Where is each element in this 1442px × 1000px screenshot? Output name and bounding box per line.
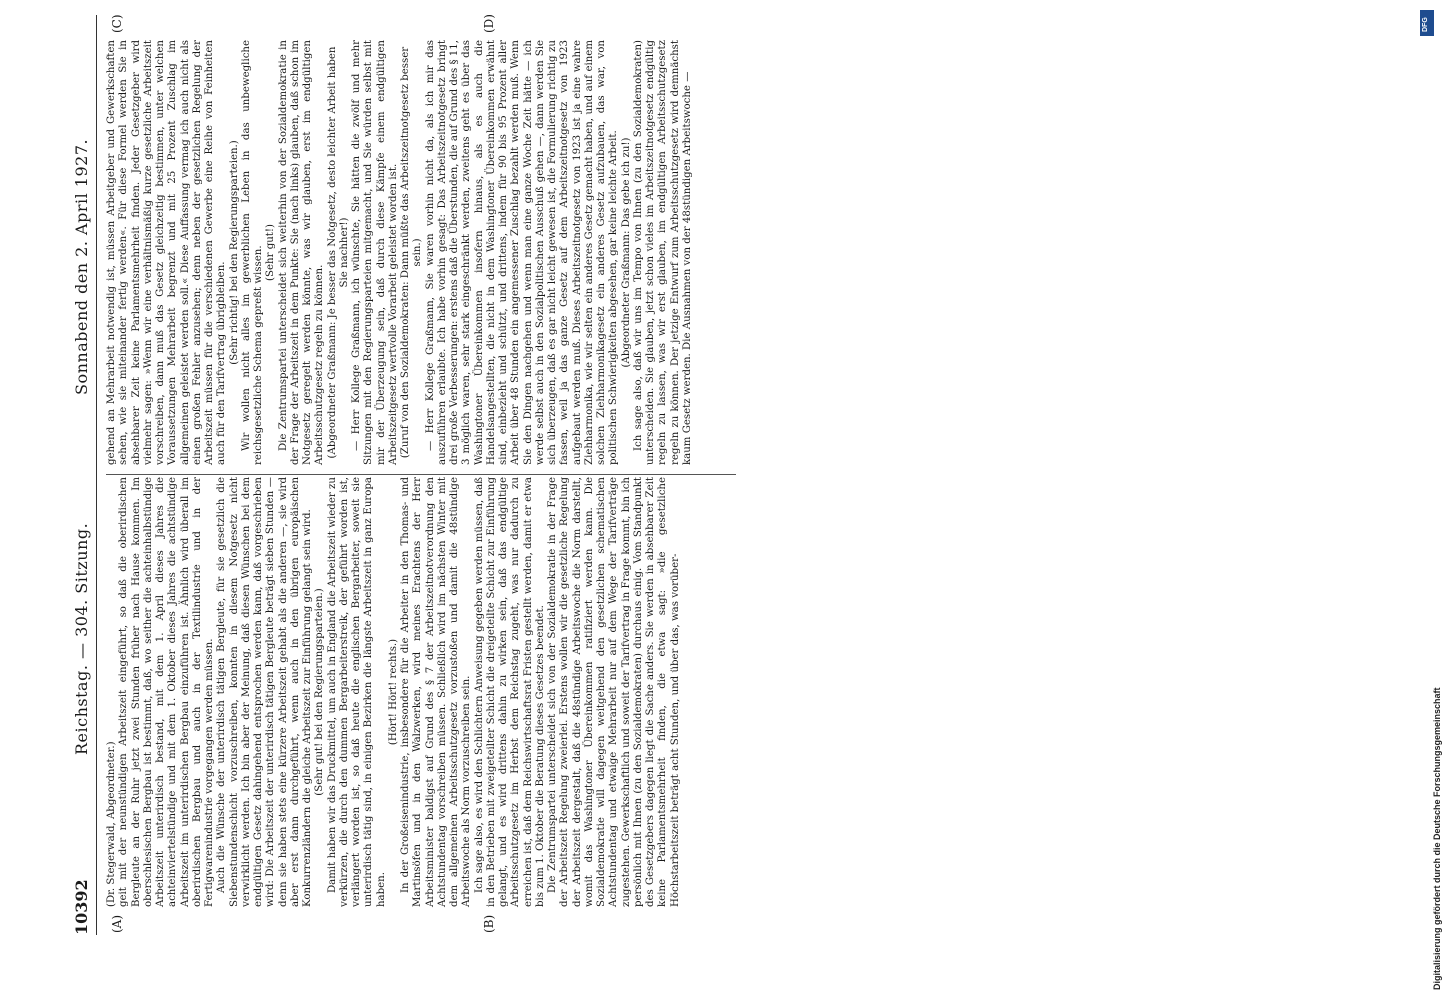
interjection: (Sehr gut!) [265,224,277,281]
margin-mark-c: (C) [110,14,124,33]
interjection: (Sehr richtig! bei den Regierungsparteien.) [228,140,240,365]
paragraph: Die Zentrumspartei unterscheidet sich von der Sozialdemokratie in der Frage der Arbeitszeit Regelung zweierlei. Erstens wollen wir die gesetzliche Regelung der Arbeitszeit dergestalt, daß die 48stündige Arbeitswoche die Norm darstellt, womit das Washingtoner Übereinkommen ratifiziert werden kann. Die Sozialdemokratie will dagegen weitgehend den gesetzlichen schematischen Achtstundentag und etwaige Mehrarbeit nur auf dem Wege der Tarifverträge zugestehen. Gewerkschaftlich und soweit der Tarifvertrag in Frage kommt, bin ich persönlich mit Ihnen (zu den Sozialdemokraten) durchaus einig. Vom Standpunkt des Gesetzgebers dagegen liegt die Sache anders. Sie werden in absehbarer Zeit keine Parlamentsmehrheit finden, die etwa sagt: »die gesetzliche Höchstarbeitszeit beträgt acht Stunden, und über das, was vorüber- [547,477,681,907]
paragraph: Die Zentrumspartei unterscheidet sich weiterhin von der Sozialdemokratie in der Frage der Arbeitszeit in dem Punkte: Sie (nach links) glauben, daß schon im Notgesetz geregelt werden könnte, was wir glauben, erst im endgültigen Arbeitsschutzgesetz regeln zu können. [277,40,326,465]
interjection: (Abgeordneter Graßmann: Je besser das Notgesetz, desto leichter Arbeit haben Sie nachher!) [326,46,350,459]
interjection: (Abgeordneter Graßmann: Das gebe ich zu!) [620,137,632,368]
paragraph: In der Großeisenindustrie, insbesondere für die Arbeiter in den Thomas- und Martinsöfen und in den Walzwerken, wird meines Erachtens der Herr Arbeitsminister baldigst auf Grund des § 7 der Arbeitszeitnotverordnung den Achtstundentag vorschreiben müssen. Schließlich wird im nächsten Winter mit dem allgemeinen Arbeitsschutzgesetz vorzustoßen und damit die 48stündige Arbeitswoche als Norm vorzuschreiben sein. [400,477,473,907]
margin-mark-b: (B) [482,914,496,933]
dfg-logo: DFG [1420,10,1434,36]
paragraph: gehend an Mehrarbeit notwendig ist, müssen Arbeitgeber und Gewerkschaften sehen, wie sie miteinander fertig werden«. Für diese Formel werden Sie in absehbarer Zeit keine Parlamentsmehrheit finden. Jeder Gesetzgeber wird vielmehr sagen: »Wenn wir eine verhältnismäßig kurze gesetzliche Arbeitszeit vorschreiben, dann muß das Gesetz gleichzeitig bestimmen, unter welchen Voraussetzungen Mehrarbeit begrenzt und mit 25 Prozent Zuschlag im allgemeinen geleistet werden soll.« Diese Auffassung vermag ich auch nicht als einen großen Fehler anzusehen; denn neben der gesetzlichen Regelung der Arbeitszeit müssen für die verschiedenen Gewerbe eine Reihe von Feinheiten auch für den Tarifvertrag übrigbleiben. [106,40,228,465]
session-date: Sonnabend den 2. April 1927. [72,138,91,395]
paragraph: Auch die Wünsche der unterirdisch tätigen Bergleute, für sie gesetzlich die Siebenstundenschicht vorzuschreiben, konnten in diesem Notgesetz nicht verwirklicht werden. Ich bin aber der Meinung, daß diesen Wünschen bei dem endgültigen Gesetz dahingehend entsprochen werden kann, daß vorgeschrieben wird: Die Arbeitszeit der unterirdisch tätigen Bergleute beträgt sieben Stunden — denn sie haben stets eine kürzere Arbeitszeit gehabt als die anderen —, sie wird aber erst dann durchgeführt, wenn auch in den übrigen europäischen Konkurrenzländern die gleiche Arbeitszeit zur Einführung gelangt sein wird. [216,477,313,907]
header-rule [96,15,97,935]
page-header [62,15,98,935]
margin-mark-d: (D) [482,14,496,33]
speaker-line: (Dr. Stegerwald, Abgeordneter.) [106,741,117,907]
interjection: (Zuruf von den Sozialdemokraten: Dann müßte das Arbeitszeitnotgesetz besser sein.) [400,46,424,459]
paragraph: — Herr Kollege Graßmann, ich wünschte, Sie hätten die zwölf und mehr Sitzungen mit den Regierungsparteien mitgemacht, und Sie würden selbst mit mir der Überzeugung sein, daß durch diese Kämpfe einem endgültigen Arbeitszeitgesetz wertvolle Vorarbeit geleistet worden ist. [351,40,399,465]
paragraph: geit mit der neunstündigen Arbeitszeit eingeführt, so daß die oberirdischen Bergleute an der Ruhr jetzt zwei Stunden früher nach Hause kommen. Im oberschlesischen Bergbau ist bestimmt, daß, wo seither die achteinhalbstündige Arbeitszeit unterirdisch bestand, mit dem 1. April dieses Jahres die achteinviertelstündige und mit dem 1. Oktober dieses Jahres die achtstündige Arbeitszeit im unterirdischen Bergbau einzuführen ist. Ähnlich wird überall im oberirdischen Bergbau und auch in der Textilindustrie und in der Fertigwarenindustrie vorgegangen werden müssen. [118,477,215,907]
session-title: Reichstag. — 304. Sitzung. [72,522,91,755]
digitization-credit: Digitalisierung gefördert durch die Deutsche Forschungsgemeinschaft [1432,687,1442,990]
paragraph: Ich sage also, es wird den Schlichtern Anweisung gegeben werden müssen, daß in den Betrieben mit zweigeteilter Schicht die dreigeteilte Schicht zur Einführung gelangt, und es wird drittens dahin zu wirken sein, daß das endgültige Arbeitsschutzgesetz im Herbst dem Reichstag zugeht, was nur dadurch zu erreichen ist, daß dem Reichswirtschaftsrat Fristen gestellt werden, damit er etwa bis zum 1. Oktober die Beratung dieses Gesetzes beendet. [473,477,546,907]
column-divider [106,474,736,475]
paragraph: Damit haben wir das Druckmittel, um auch in England die Arbeitszeit wieder zu verkürzen, die durch den dummen Bergarbeiterstreik, der geführt worden ist, verlängert worden ist, so daß heute die englischen Bergarbeiter, soweit sie unterirdisch tätig sind, in einigen Bezirken die längste Arbeitszeit in ganz Europa haben. [326,477,387,907]
left-text-column [106,477,736,907]
interjection: (Hört! Hört! rechts.) [387,638,399,746]
right-text-column [106,40,736,465]
margin-mark-a: (A) [110,914,124,933]
paragraph: Ich sage also, daß wir uns im Tempo von Ihnen (zu den Sozialdemokraten) unterscheiden. Sie glauben, jetzt schon vieles im Arbeitszeitnotgesetz endgültig regeln zu lassen, was wir erst glauben, im endgültigen Arbeitsschutzgesetz regeln zu können. Der jetzige Entwurf zum Arbeitsschutzgesetz wird demnächst kaum Gesetz werden. Die Ausnahmen von der 48stündigen Arbeitswoche — [632,40,693,465]
paragraph: — Herr Kollege Graßmann, Sie waren vorhin nicht da, als ich mir das auszuführen erlaubte. Ich habe vorhin gesagt: Das Arbeitszeitnotgesetz bringt drei große Verbesserungen: erstens daß die Überstunden, die auf Grund des § 11, 3 möglich waren, sehr stark eingeschränkt werden, zweitens geht es über das Washingtoner Übereinkommen insofern hinaus, als es auch die Handelsangestellten, die nicht in dem Washingtoner Übereinkommen erwähnt sind, einbezieht und schützt, und drittens, indem für 90 bis 95 Prozent aller Arbeit über 48 Stunden ein angemessener Zuschlag bezahlt werden muß. Wenn Sie den Dingen nachgehen und wenn man eine ganze Woche Zeit hätte — ich werde selbst auch in den Sozialpolitischen Ausschuß gehen —, dann werden Sie sich überzeugen, daß es gar nicht leicht gewesen ist, die Formulierung richtig zu fassen, weil ja das ganze Gesetz auf dem Arbeitszeitnotgesetz von 1923 aufgebaut werden muß. Dieses Arbeitszeitnotgesetz von 1923 ist ja eine wahre Ziehharmonika, wie wir selten ein anderes Gesetz gemacht haben, und auf einem solchen Ziehharmonikagesetz ein anderes Gesetz aufzubauen, das war, von politischen Schwierigkeiten abgesehen, gar keine leichte Arbeit. [424,40,620,465]
page-number: 10392 [72,879,91,935]
paragraph: Wir wollen nicht alles im gewerblichen Leben in das unbewegliche reichsgesetzliche Schema gepreßt wissen. [240,40,264,465]
rotated-document-page [62,15,762,935]
interjection: (Sehr gut! bei den Regierungsparteien.) [314,588,326,796]
